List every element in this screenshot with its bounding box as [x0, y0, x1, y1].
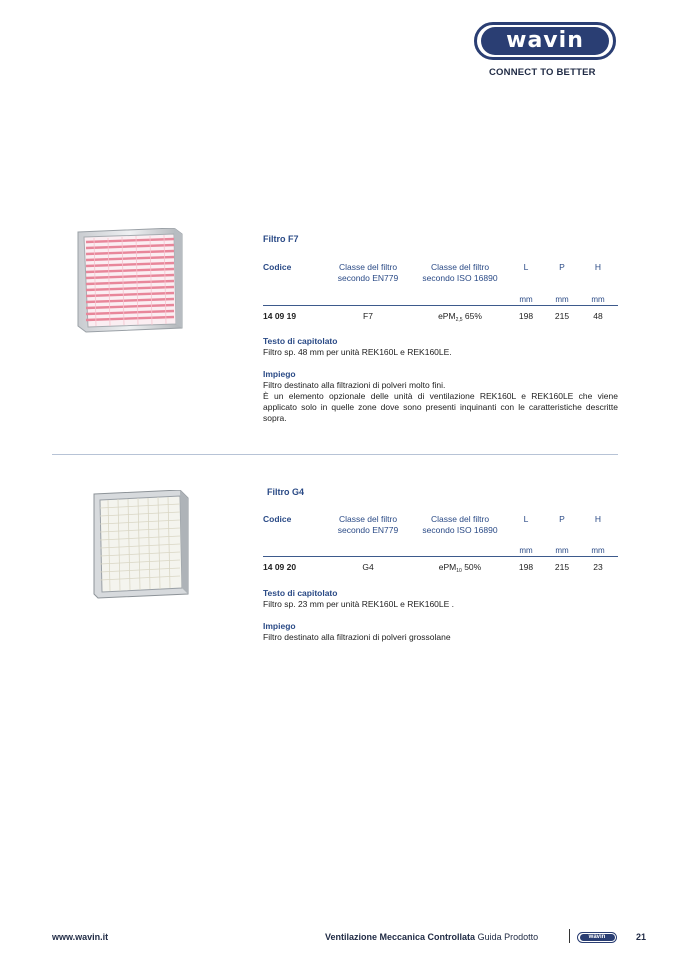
product-iso: [412, 562, 508, 574]
use-text-1: Filtro destinato alla filtrazioni di polveri molto fini.: [263, 380, 446, 390]
footer-logo-wordmark: wavin: [580, 934, 615, 941]
logo-wordmark: wavin: [481, 27, 609, 55]
column-L: L: [523, 514, 529, 524]
product-H: 23: [593, 562, 603, 572]
column-H: H: [594, 262, 602, 272]
column-iso-line1: Classe del filtro: [430, 514, 490, 524]
column-codice: Codice: [263, 262, 292, 272]
product-title: Filtro G4: [267, 487, 305, 497]
iso-prefix: ePM: [438, 562, 457, 572]
spec-title: Testo di capitolato: [263, 336, 338, 346]
unit-P: mm: [555, 295, 569, 304]
column-en779-line1: Classe del filtro: [338, 514, 398, 524]
column-codice: Codice: [263, 514, 292, 524]
column-en779: [326, 514, 410, 536]
product-code: 14 09 19: [263, 311, 297, 321]
use-title: Impiego: [263, 621, 296, 631]
spec-title: Testo di capitolato: [263, 588, 338, 598]
column-en779: [326, 262, 410, 284]
column-iso-line1: Classe del filtro: [430, 262, 490, 272]
column-L: L: [523, 262, 529, 272]
product-P: 215: [554, 311, 570, 321]
product-L: 198: [518, 311, 534, 321]
iso-subscript: 10: [456, 568, 462, 574]
footer-doc-title: [325, 932, 538, 942]
filter-f7-image: [74, 228, 184, 334]
unit-H: mm: [591, 546, 605, 555]
iso-prefix: ePM: [438, 311, 456, 321]
column-P: P: [559, 514, 565, 524]
wavin-logo: [474, 22, 616, 60]
use-text-1: Filtro destinato alla filtrazioni di polveri grossolane: [263, 632, 451, 642]
table-rule: [263, 556, 618, 557]
column-iso: [412, 262, 508, 284]
column-iso: [412, 514, 508, 536]
product-L: 198: [518, 562, 534, 572]
column-en779-line1: Classe del filtro: [338, 262, 398, 272]
footer-doc-subtitle: Guida Prodotto: [477, 932, 539, 942]
footer-wavin-logo: [577, 932, 617, 943]
product-title: Filtro F7: [263, 234, 299, 244]
unit-H: mm: [591, 295, 605, 304]
filter-g4-image: [92, 490, 192, 600]
iso-value: 65%: [464, 311, 482, 321]
product-P: 215: [554, 562, 570, 572]
footer-website[interactable]: www.wavin.it: [52, 932, 109, 942]
spec-text: Filtro sp. 48 mm per unità REK160L e REK160LE.: [263, 347, 452, 357]
unit-L: mm: [519, 546, 533, 555]
use-title: Impiego: [263, 369, 296, 379]
iso-subscript: 2,5: [455, 317, 463, 323]
product-en779: F7: [363, 311, 373, 321]
footer-divider: [569, 929, 570, 943]
spec-text: Filtro sp. 23 mm per unità REK160L e REK160LE .: [263, 599, 455, 609]
tagline: CONNECT TO BETTER: [489, 67, 596, 78]
unit-P: mm: [555, 546, 569, 555]
iso-value: 50%: [464, 562, 482, 572]
column-en779-line2: secondo EN779: [337, 525, 399, 535]
column-en779-line2: secondo EN779: [337, 273, 399, 283]
section-divider: [52, 454, 618, 455]
use-text-2: È un elemento opzionale delle unità di ventilazione REK160L e REK160LE che viene applicato solo in quelle zone dove sono presenti inquinanti con le caratteristiche descritte sopra.: [263, 391, 618, 423]
table-rule: [263, 305, 618, 306]
column-iso-line2: secondo ISO 16890: [422, 273, 498, 283]
product-en779: G4: [362, 562, 374, 572]
product-H: 48: [593, 311, 603, 321]
column-P: P: [559, 262, 565, 272]
unit-L: mm: [519, 295, 533, 304]
product-iso: [412, 311, 508, 323]
column-H: H: [594, 514, 602, 524]
footer-doc-title-main: Ventilazione Meccanica Controllata: [325, 932, 476, 942]
column-iso-line2: secondo ISO 16890: [422, 525, 498, 535]
product-code: 14 09 20: [263, 562, 297, 572]
page-number: 21: [636, 932, 647, 942]
